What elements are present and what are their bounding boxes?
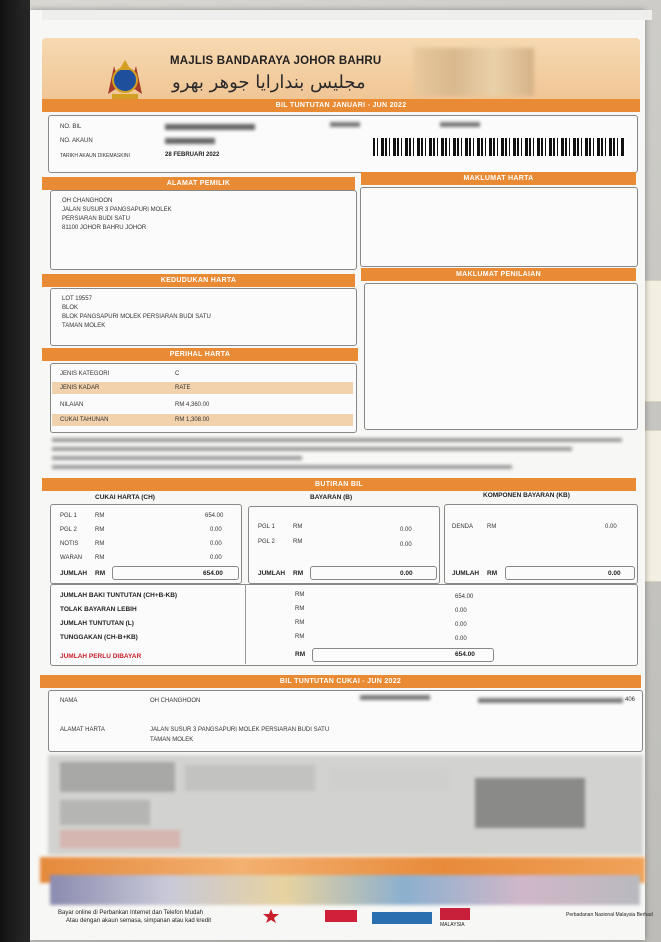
owner-name: OH CHANGHOON [62, 198, 113, 204]
col2-value: 0.00 [400, 542, 412, 548]
perihal-harta-band: PERIHAL HARTA [42, 348, 358, 361]
pixel-block [60, 830, 180, 848]
butiran-bil-band: BUTIRAN BIL [42, 478, 636, 491]
col3-total-cur: RM [487, 570, 498, 577]
location-line: LOT 19557 [62, 296, 92, 302]
summary-label: TUNGGAKAN (CH-B+KB) [60, 634, 138, 641]
summary-value: 0.00 [455, 622, 467, 628]
footer-line-2: Atau dengan akaun semasa, simpanan atau kad kredit [66, 918, 212, 924]
col1-label: PGL 2 [60, 527, 77, 533]
pixel-block [60, 800, 150, 825]
redacted-label [330, 122, 360, 127]
col3-cur: RM [487, 524, 497, 530]
redacted-area [414, 48, 534, 96]
tarikh-value: 28 FEBRUARI 2022 [165, 152, 220, 158]
payable-cur: RM [295, 651, 306, 658]
summary-cur: RM [295, 592, 305, 598]
col2-title: BAYARAN (B) [310, 494, 353, 501]
col3-total: 0.00 [608, 570, 621, 577]
col3-title: KOMPONEN BAYARAN (KB) [483, 492, 570, 499]
maklumat-harta-band: MAKLUMAT HARTA [361, 172, 636, 185]
summary-divider [245, 584, 246, 664]
col1-total: 654.00 [203, 570, 223, 577]
property-info-box [360, 187, 638, 267]
valuation-info-box [364, 283, 638, 430]
tarikh-label: TARIKH AKAUN DIKEMASKINI [60, 153, 130, 159]
perihal-value: RM 4,360.00 [175, 402, 210, 408]
col1-title: CUKAI HARTA (CH) [95, 494, 155, 501]
col3-label: DENDA [452, 524, 474, 530]
col1-cur: RM [95, 513, 105, 519]
summary-cur: RM [295, 606, 305, 612]
col2-cur: RM [293, 539, 303, 545]
summary-cur: RM [295, 620, 305, 626]
fpx-logo-icon [440, 908, 470, 920]
bank-logo-icon [325, 910, 357, 922]
alamat-line: TAMAN MOLEK [150, 737, 194, 743]
bottom-slip-band: BIL TUNTUTAN CUKAI - JUN 2022 [40, 675, 641, 688]
pixel-block [185, 765, 315, 791]
col1-cur: RM [95, 555, 105, 561]
alamat-line: JALAN SUSUR 3 PANGSAPURI MOLEK PERSIARAN BUDI SATU [150, 727, 330, 733]
col1-cur: RM [95, 527, 105, 533]
summary-value: 0.00 [455, 608, 467, 614]
col3-total-label: JUMLAH [452, 570, 480, 577]
payable-value: 654.00 [455, 651, 475, 658]
notice-text [52, 465, 512, 469]
nama-label: NAMA [60, 698, 78, 704]
redacted-label [360, 695, 430, 700]
perihal-value: RM 1,308.00 [175, 417, 210, 423]
footer-line-1: Bayar online di Perbankan Internet dan Telefon Mudah [58, 910, 203, 916]
perihal-label: JENIS KATEGORI [60, 371, 110, 377]
notice-text [52, 438, 622, 442]
notice-text [52, 447, 572, 451]
owner-address-line: PERSIARAN BUDI SATU [62, 216, 130, 222]
alamat-pemilik-band: ALAMAT PEMILIK [42, 177, 355, 190]
nama-value: OH CHANGHOON [150, 698, 201, 704]
payment-logos-strip [50, 875, 640, 905]
kedudukan-harta-band: KEDUDUKAN HARTA [42, 274, 355, 287]
alamat-label: ALAMAT HARTA [60, 727, 105, 733]
barcode [373, 138, 625, 156]
col1-value: 0.00 [210, 527, 222, 533]
perihal-label: NILAIAN [60, 402, 84, 408]
redacted-account-number [165, 138, 215, 144]
col2-cur: RM [293, 524, 303, 530]
council-name-jawi: مجليس بندارايا جوهر بهرو [172, 72, 366, 93]
summary-cur: RM [295, 634, 305, 640]
perihal-label: CUKAI TAHUNAN [60, 417, 109, 423]
no-bil-label: NO. BIL [60, 124, 82, 130]
col1-label: WARAN [60, 555, 83, 561]
location-line: BLOK PANGSAPURI MOLEK PERSIARAN BUDI SATU [62, 314, 211, 320]
location-line: BLOK [62, 305, 79, 311]
summary-value: 654.00 [455, 594, 474, 600]
col1-total-label: JUMLAH [60, 570, 88, 577]
pixel-block [60, 762, 175, 792]
col2-total: 0.00 [400, 570, 413, 577]
col1-label: PGL 1 [60, 513, 77, 519]
paper-top-strip [42, 10, 652, 20]
col2-label: PGL 2 [258, 539, 275, 545]
bill-title-band: BIL TUNTUTAN JANUARI - JUN 2022 [42, 99, 640, 112]
summary-label: TOLAK BAYARAN LEBIH [60, 606, 137, 613]
perihal-value: C [175, 371, 180, 377]
col2-total-cur: RM [293, 570, 304, 577]
col2-total-label: JUMLAH [258, 570, 286, 577]
summary-label: JUMLAH TUNTUTAN (L) [60, 620, 134, 627]
council-name: MAJLIS BANDARAYA JOHOR BAHRU [170, 55, 382, 67]
malaysia-label: MALAYSIA [440, 922, 465, 928]
redacted-ref [478, 698, 623, 703]
perihal-value: RATE [175, 385, 191, 391]
redacted-value [440, 122, 480, 127]
summary-label: JUMLAH BAKI TUNTUTAN (CH+B-KB) [60, 592, 178, 599]
maklumat-penilaian-band: MAKLUMAT PENILAIAN [361, 268, 636, 281]
col2-label: PGL 1 [258, 524, 275, 530]
council-crest-icon [104, 56, 146, 102]
location-line: TAMAN MOLEK [62, 323, 106, 329]
no-akaun-label: NO. AKAUN [60, 138, 93, 144]
col1-label: NOTIS [60, 541, 79, 547]
col1-total-cur: RM [95, 570, 106, 577]
col1-value: 0.00 [210, 541, 222, 547]
col2-value: 0.00 [400, 527, 412, 533]
dark-edge [0, 0, 30, 942]
col1-value: 0.00 [210, 555, 222, 561]
footer-right-note: Perbadanan Nasional Malaysia Berhad [566, 912, 653, 918]
payable-label: JUMLAH PERLU DIBAYAR [60, 653, 142, 660]
account-ref: 406 [625, 697, 636, 703]
col1-cur: RM [95, 541, 105, 547]
bank-logo-icon [260, 908, 282, 924]
owner-address-line: 81100 JOHOR BAHRU JOHOR [62, 225, 147, 231]
col1-value: 654.00 [205, 513, 224, 519]
pixel-block [475, 778, 585, 828]
col2-total-box [310, 566, 437, 580]
perihal-label: JENIS KADAR [60, 385, 100, 391]
bank-logo-icon [372, 912, 432, 924]
summary-value: 0.00 [455, 636, 467, 642]
notice-text [52, 456, 302, 460]
pixel-block [330, 768, 450, 790]
col3-value: 0.00 [605, 524, 617, 530]
redacted-bill-number [165, 124, 255, 130]
owner-address-line: JALAN SUSUR 3 PANGSAPURI MOLEK [62, 207, 172, 213]
